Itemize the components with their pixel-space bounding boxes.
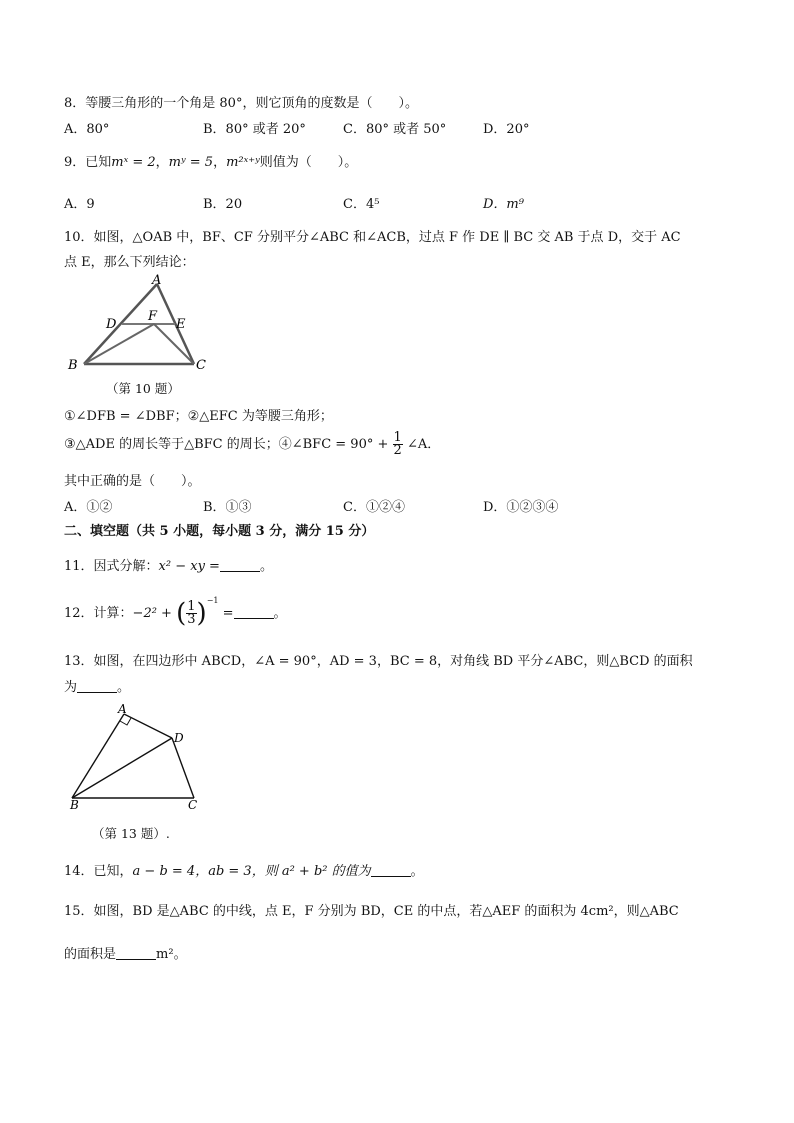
q12-expr-b: = [222,606,234,621]
q10-conclusion2 [64,432,440,457]
q10-conclusion1: ①∠DFB = ∠DBF；②△EFC 为等腰三角形； [64,409,333,424]
q13-label-d: D [174,731,184,745]
q10-label-c: C [196,358,206,372]
q10-option-c: C．①②④ [343,500,405,515]
q10-frac-num: 1 [393,430,402,445]
q8-option-b: B．80° 或者 20° [203,122,306,137]
q10-label-d: D [106,317,117,332]
q13-diagonal-bd [72,738,172,798]
q15-line2-suffix: 。 [173,947,187,962]
q15-line2 [64,943,187,962]
q10-conclusion2-prefix: ③△ADE 的周长等于△BFC 的周长；④∠BFC = 90° + [64,437,389,452]
q11-expr: x² − xy = [158,559,220,574]
section2-title: 二、填空题（共 5 小题，每小题 3 分，满分 15 分） [64,524,375,539]
q11-blank[interactable] [220,559,260,572]
q15-unit: m² [156,947,174,962]
q10-label-a: A [152,273,162,288]
q9-expr: m²ˣ⁺ʸ [226,155,260,170]
q9-stem: 9．已知mˣ = 2，mʸ = 5，m²ˣ⁺ʸ则值为（ ）。 [64,155,358,170]
q13-blank[interactable] [77,680,117,693]
q10-caption: （第 10 题） [106,381,180,396]
q13-line2-suffix: 。 [117,680,131,695]
q10-figure [62,272,222,372]
q10-conclusion2-suffix: ∠A． [406,437,441,452]
q11-suffix: 。 [259,559,273,574]
q12-fraction [186,601,196,626]
q10-label-b: B [68,358,78,372]
q10-option-a: A．①② [64,500,113,515]
q11 [64,555,273,574]
q10-line-cf [154,324,194,364]
q9-cond1: mˣ = 2 [111,155,156,170]
q12 [64,596,287,629]
q13-line2-prefix: 为 [64,680,78,695]
q13-line2 [64,676,130,695]
q11-prefix: 11．因式分解： [64,559,159,574]
q15-blank[interactable] [116,947,156,960]
q12-prefix: 12．计算： [64,606,133,621]
q8-stem: 8．等腰三角形的一个角是 80°，则它顶角的度数是（ ）。 [64,96,418,111]
q12-paren-open: ( [176,598,187,629]
q12-paren-close: ) [196,598,207,629]
q10-option-b: B．①③ [203,500,252,515]
q14-suffix: 。 [410,864,424,879]
q13-label-b: B [70,798,79,812]
q10-stem-line1: 10．如图，△OAB 中，BF、CF 分别平分∠ABC 和∠ACB，过点 F 作 DE ∥ BC 交 AB 于点 D，交于 AC [64,230,681,245]
q9-option-c: C．4⁵ [343,197,380,212]
q10-frac-den: 2 [393,443,402,458]
q12-exponent: −1 [206,596,219,605]
q13-label-c: C [188,798,198,812]
q13-side-ad [124,714,172,738]
q10-option-d: D．①②③④ [483,500,559,515]
q12-expr-a: −2² + [132,606,172,621]
q10-label-f: F [148,309,158,324]
q9-cond2: mʸ = 5 [168,155,214,170]
q9-suffix: 则值为（ ）。 [259,155,358,170]
q14-expr: a − b = 4，ab = 3，则 a² + b² 的值为 [132,864,371,879]
q10-fraction [393,432,403,457]
q12-blank[interactable] [234,606,274,619]
q14 [64,860,424,879]
q9-option-b: B．20 [203,197,243,212]
q14-blank[interactable] [371,864,411,877]
q13-side-dc [172,738,194,798]
q13-label-a: A [118,702,127,716]
q13-caption: （第 13 题）. [92,826,170,841]
q12-frac-den: 3 [187,612,196,627]
q13-side-ab [72,714,124,798]
q10-question: 其中正确的是（ ）。 [64,474,201,489]
q8-option-c: C．80° 或者 50° [343,122,447,137]
q10-line-bf [84,324,154,364]
q10-stem-line2: 点 E，那么下列结论： [64,255,195,270]
q9-option-a: A．9 [64,197,95,212]
q12-suffix: 。 [273,606,287,621]
q13-line1: 13．如图，在四边形中 ABCD，∠A = 90°，AD = 3，BC = 8，对角线 BD 平分∠ABC，则△BCD 的面积 [64,654,693,669]
q12-frac-num: 1 [187,599,196,614]
q8-option-a: A．80° [64,122,110,137]
q8-option-d: D．20° [483,122,530,137]
q15-line1: 15．如图，BD 是△ABC 的中线，点 E，F 分别为 BD，CE 的中点，若△AEF 的面积为 4cm²，则△ABC [64,904,679,919]
q9-option-d: D．m⁹ [483,197,524,212]
q15-line2-prefix: 的面积是 [64,947,117,962]
q13-figure [60,700,220,812]
q9-prefix: 9．已知 [64,155,112,170]
q14-prefix: 14．已知， [64,864,133,879]
q10-label-e: E [176,317,186,332]
